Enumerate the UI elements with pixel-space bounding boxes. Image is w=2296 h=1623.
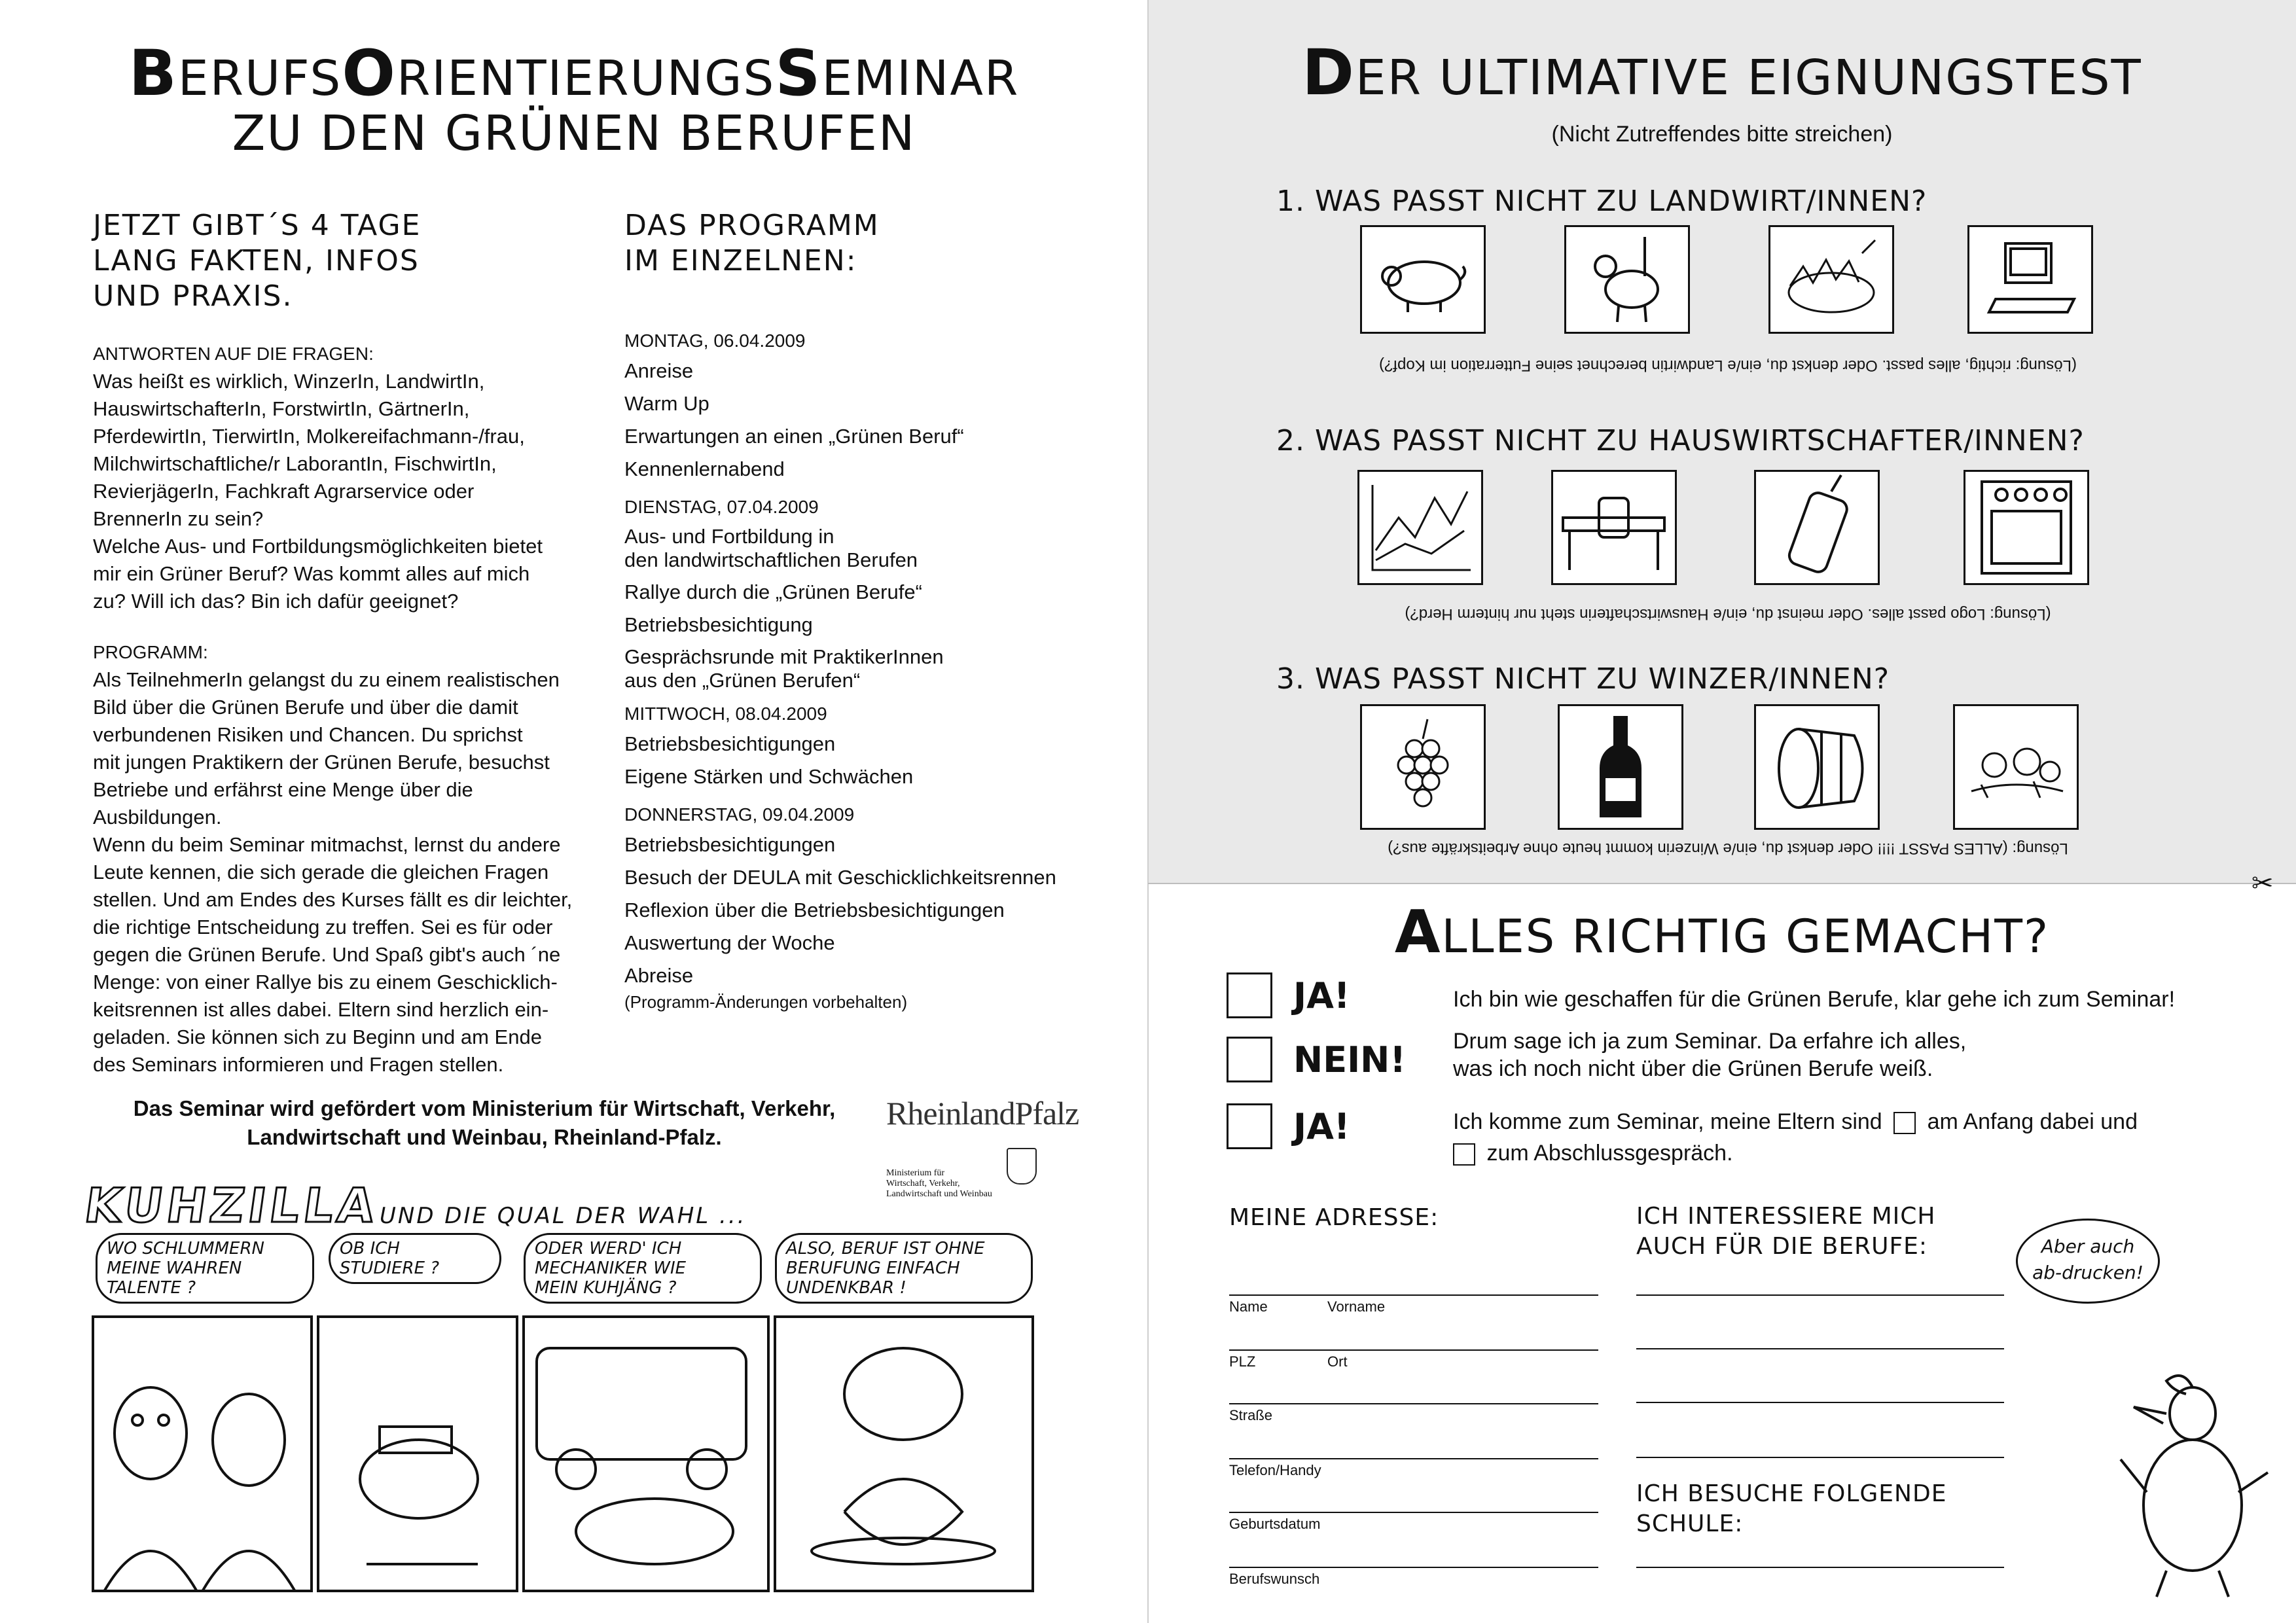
schedule-day xyxy=(624,493,1122,692)
rlp-logo: RheinlandPfalz xyxy=(886,1095,1079,1132)
cow-icon[interactable] xyxy=(1564,225,1690,334)
schedule-day xyxy=(624,327,1122,486)
question-3: 3. WAS PASST NICHT ZU WINZER/INNEN? xyxy=(1276,662,1890,696)
title-part-1: BERUFS xyxy=(128,37,342,110)
comic-drawings xyxy=(92,1315,1034,1590)
schedule-item: Betriebsbesichtigungen xyxy=(624,732,836,755)
day-label: DIENSTAG, 07.04.2009 xyxy=(624,497,819,517)
schedule-item: Anreise xyxy=(624,359,694,382)
pig-icon[interactable] xyxy=(1360,225,1486,334)
title-part-3: SEMINAR xyxy=(775,37,1020,110)
result-title: ALLES RICHTIG GEMACHT? xyxy=(1394,898,2050,967)
option-ja2-line1: Ich komme zum Seminar, meine Eltern sind am Anfang dabei und xyxy=(1453,1109,2138,1134)
desk-icon[interactable] xyxy=(1551,470,1677,585)
scissors-icon: ✂ xyxy=(2251,868,2274,899)
schedule-day xyxy=(624,801,1122,992)
schedule-item: Betriebsbesichtigung xyxy=(624,613,813,636)
field-label-geburtsdatum: Geburtsdatum xyxy=(1229,1516,1321,1532)
comic-title: KUHZILLA xyxy=(81,1178,382,1233)
name-input[interactable] xyxy=(1229,1294,1598,1296)
chicken-icon xyxy=(2094,1361,2291,1610)
schedule-item: Auswertung der Woche xyxy=(624,931,835,954)
schedule-item: Abreise xyxy=(624,964,694,987)
grapes-icon[interactable] xyxy=(1360,704,1486,830)
question-2: 2. WAS PASST NICHT ZU HAUSWIRTSCHAFTER/INNEN? xyxy=(1276,424,2085,457)
cut-line xyxy=(1148,883,2296,884)
barrel-icon[interactable] xyxy=(1754,704,1880,830)
quiz-subtitle: (Nicht Zutreffendes bitte streichen) xyxy=(1551,122,1893,147)
coat-of-arms-icon xyxy=(1007,1148,1037,1185)
day-label: MITTWOCH, 08.04.2009 xyxy=(624,704,827,724)
schedule-item: Reflexion über die Betriebsbesichtigungen xyxy=(624,899,1005,921)
interest-input-2[interactable] xyxy=(1636,1348,2004,1349)
option-ja-text: Ich bin wie geschaffen für die Grünen Berufe, klar gehe ich zum Seminar! xyxy=(1453,987,2176,1012)
program-heading: PROGRAMM: xyxy=(93,642,208,662)
interest-input-4[interactable] xyxy=(1636,1457,2004,1458)
question-1: 1. WAS PASST NICHT ZU LANDWIRT/INNEN? xyxy=(1276,185,1928,218)
schedule-item: Aus- und Fortbildung in den landwirtschaftlichen Berufen xyxy=(624,525,918,571)
hay-nest-icon[interactable] xyxy=(1768,225,1894,334)
field-label-vorname: Vorname xyxy=(1327,1298,1386,1315)
seminar-subtitle: ZU DEN GRÜNEN BERUFEN xyxy=(232,105,916,162)
interest-input-1[interactable] xyxy=(1636,1294,2004,1296)
answers-heading: ANTWORTEN AUF DIE FRAGEN: xyxy=(93,344,374,364)
answers-text: Was heißt es wirklich, WinzerIn, LandwirtIn, HauswirtschafterIn, ForstwirtIn, GärtnerIn, PferdewirtIn, TierwirtIn, Molkereifachmann-/frau, Milchwirtschaftliche/r LaborantIn, FischwirtIn, RevierjägerIn, Fachkraft Agrarservice oder BrennerIn zu sein? Welche Aus- und Fortbildungsmöglichkeiten bietet mir ein Grüner Beruf? Was kommt alles auf mich zu? Will ich das? Bin ich dafür geeignet? xyxy=(93,370,543,613)
phone-icon[interactable] xyxy=(1754,470,1880,585)
speech-bubble: WO SCHLUMMERN MEINE WAHREN TALENTE ? xyxy=(96,1233,314,1304)
schedule-item: Kennenlernabend xyxy=(624,457,785,480)
sponsor-text: Das Seminar wird gefördert vom Ministerium für Wirtschaft, Verkehr, Landwirtschaft und Weinbau, Rheinland-Pfalz. xyxy=(133,1096,836,1149)
comic-subtitle: UND DIE QUAL DER WAHL ... xyxy=(380,1203,747,1229)
stove-icon[interactable] xyxy=(1964,470,2089,585)
computer-icon[interactable] xyxy=(1967,225,2093,334)
bottle-icon[interactable] xyxy=(1558,704,1683,830)
solution-3: Lösung: (ALLES PASST !!!! Oder denkst du, ein/e Winzerin kommt heute ohne Arbeitskräfte aus?) xyxy=(1388,840,2068,857)
program-text: Als TeilnehmerIn gelangst du zu einem realistischen Bild über die Grünen Berufe und über die damit verbundenen Risiken und Chancen. Du sprichst mit jungen Praktikern der Grünen Berufe, besuchst Betriebe und erfährst eine Menge über die Ausbildungen. Wenn du beim Seminar mitmachst, lernst du andere Leute kennen, die sich gerade die gleichen Fragen stellen. Und am Endes des Kurses fällt es dir leichter, die richtige Entscheidung zu treffen. Sei es für oder gegen die Grünen Berufe. Und Spaß gibt's auch ´ne Menge: von einer Rallye bis zu einem Geschicklich- keitsrennen ist alles dabei. Eltern sind herzlich ein- geladen. Sie können sich zu Beginn und am Ende des Seminars informieren und Fragen stellen. xyxy=(93,668,573,1076)
schedule-day xyxy=(624,700,1122,793)
flowers-icon[interactable] xyxy=(1953,704,2079,830)
option-ja2-line2: zum Abschlussgespräch. xyxy=(1453,1137,2238,1169)
speech-bubble: ODER WERD' ICH MECHANIKER WIE MEIN KUHJÄNG ? xyxy=(524,1233,762,1304)
option-ja-checkbox[interactable] xyxy=(1227,972,1272,1018)
option-ja2-text xyxy=(1453,1106,2238,1169)
day-label: MONTAG, 06.04.2009 xyxy=(624,330,806,351)
option-ja2-label: JA! xyxy=(1293,1106,1350,1147)
address-heading: MEINE ADRESSE: xyxy=(1229,1204,1439,1231)
option-ja2-checkbox[interactable] xyxy=(1227,1103,1272,1149)
parents-end-checkbox[interactable] xyxy=(1453,1143,1475,1166)
comic-strip xyxy=(92,1230,1113,1597)
parents-start-checkbox[interactable] xyxy=(1893,1112,1916,1134)
street-input[interactable] xyxy=(1229,1403,1598,1404)
schedule-item: Warm Up xyxy=(624,392,709,415)
solution-1: (Lösung: richtig, alles passt. Oder denkst du, ein/e Landwirtin berechnet seine Futterration im Kopf?) xyxy=(1379,357,2077,374)
title-part-2: ORIENTIERUNGS xyxy=(342,37,776,110)
option-nein-label: NEIN! xyxy=(1293,1039,1406,1080)
day-label: DONNERSTAG, 09.04.2009 xyxy=(624,804,855,825)
interest-input-3[interactable] xyxy=(1636,1402,2004,1403)
field-label-plz: PLZ xyxy=(1229,1353,1256,1370)
answers-block xyxy=(93,340,617,615)
schedule-item: Rallye durch die „Grünen Berufe“ xyxy=(624,580,922,603)
option-nein-text: Drum sage ich ja zum Seminar. Da erfahre ich alles, was ich noch nicht über die Grünen Berufe weiß. xyxy=(1453,1029,1967,1081)
schedule-heading: DAS PROGRAMM IM EINZELNEN: xyxy=(624,209,880,277)
career-wish-input[interactable] xyxy=(1229,1567,1598,1568)
schedule-item: Gesprächsrunde mit PraktikerInnen aus den „Grünen Berufen“ xyxy=(624,645,944,692)
schedule-list xyxy=(624,327,1122,1012)
option-nein-checkbox[interactable] xyxy=(1227,1037,1272,1082)
quiz-title: DER ULTIMATIVE EIGNUNGSTEST xyxy=(1302,36,2142,109)
seminar-title xyxy=(0,37,1148,162)
interests-heading: ICH INTERESSIERE MICH AUCH FÜR DIE BERUFE: xyxy=(1636,1203,1936,1260)
program-block xyxy=(93,639,617,1079)
field-label-telefon: Telefon/Handy xyxy=(1229,1462,1321,1478)
page-fold xyxy=(1147,0,1149,1623)
school-heading: ICH BESUCHE FOLGENDE SCHULE: xyxy=(1636,1480,1947,1537)
speech-bubble: OB ICH STUDIERE ? xyxy=(329,1233,501,1284)
schedule-item: Eigene Stärken und Schwächen xyxy=(624,765,914,788)
schedule-item: Betriebsbesichtigungen xyxy=(624,833,836,856)
ministry-text: Ministerium für Wirtschaft, Verkehr, Landwirtschaft und Weinbau xyxy=(886,1168,992,1199)
field-label-strasse: Straße xyxy=(1229,1407,1273,1423)
schedule-item: Besuch der DEULA mit Geschicklichkeitsrennen xyxy=(624,866,1056,889)
schedule-item: Erwartungen an einen „Grünen Beruf“ xyxy=(624,425,964,448)
chart-icon[interactable] xyxy=(1357,470,1483,585)
school-input-1[interactable] xyxy=(1636,1567,2004,1568)
speech-bubble: ALSO, BERUF IST OHNE BERUFUNG EINFACH UNDENKBAR ! xyxy=(775,1233,1033,1304)
reminder-bubble: Aber auch ab-drucken! xyxy=(2016,1219,2160,1304)
phone-input[interactable] xyxy=(1229,1458,1598,1459)
solution-2: (Lösung: Logo passt alles. Oder meinst du, ein/e Hauswirtschafterin steht nur hinterm Herd?) xyxy=(1405,605,2051,623)
field-label-name: Name xyxy=(1229,1298,1268,1315)
field-label-berufswunsch: Berufswunsch xyxy=(1229,1571,1320,1587)
plz-input[interactable] xyxy=(1229,1349,1598,1351)
option-ja-label: JA! xyxy=(1293,975,1350,1016)
field-label-ort: Ort xyxy=(1327,1353,1348,1370)
intro-heading: JETZT GIBT´S 4 TAGE LANG FAKTEN, INFOS UND PRAXIS. xyxy=(93,209,422,313)
schedule-note: (Programm-Änderungen vorbehalten) xyxy=(624,992,908,1012)
birthdate-input[interactable] xyxy=(1229,1512,1598,1513)
